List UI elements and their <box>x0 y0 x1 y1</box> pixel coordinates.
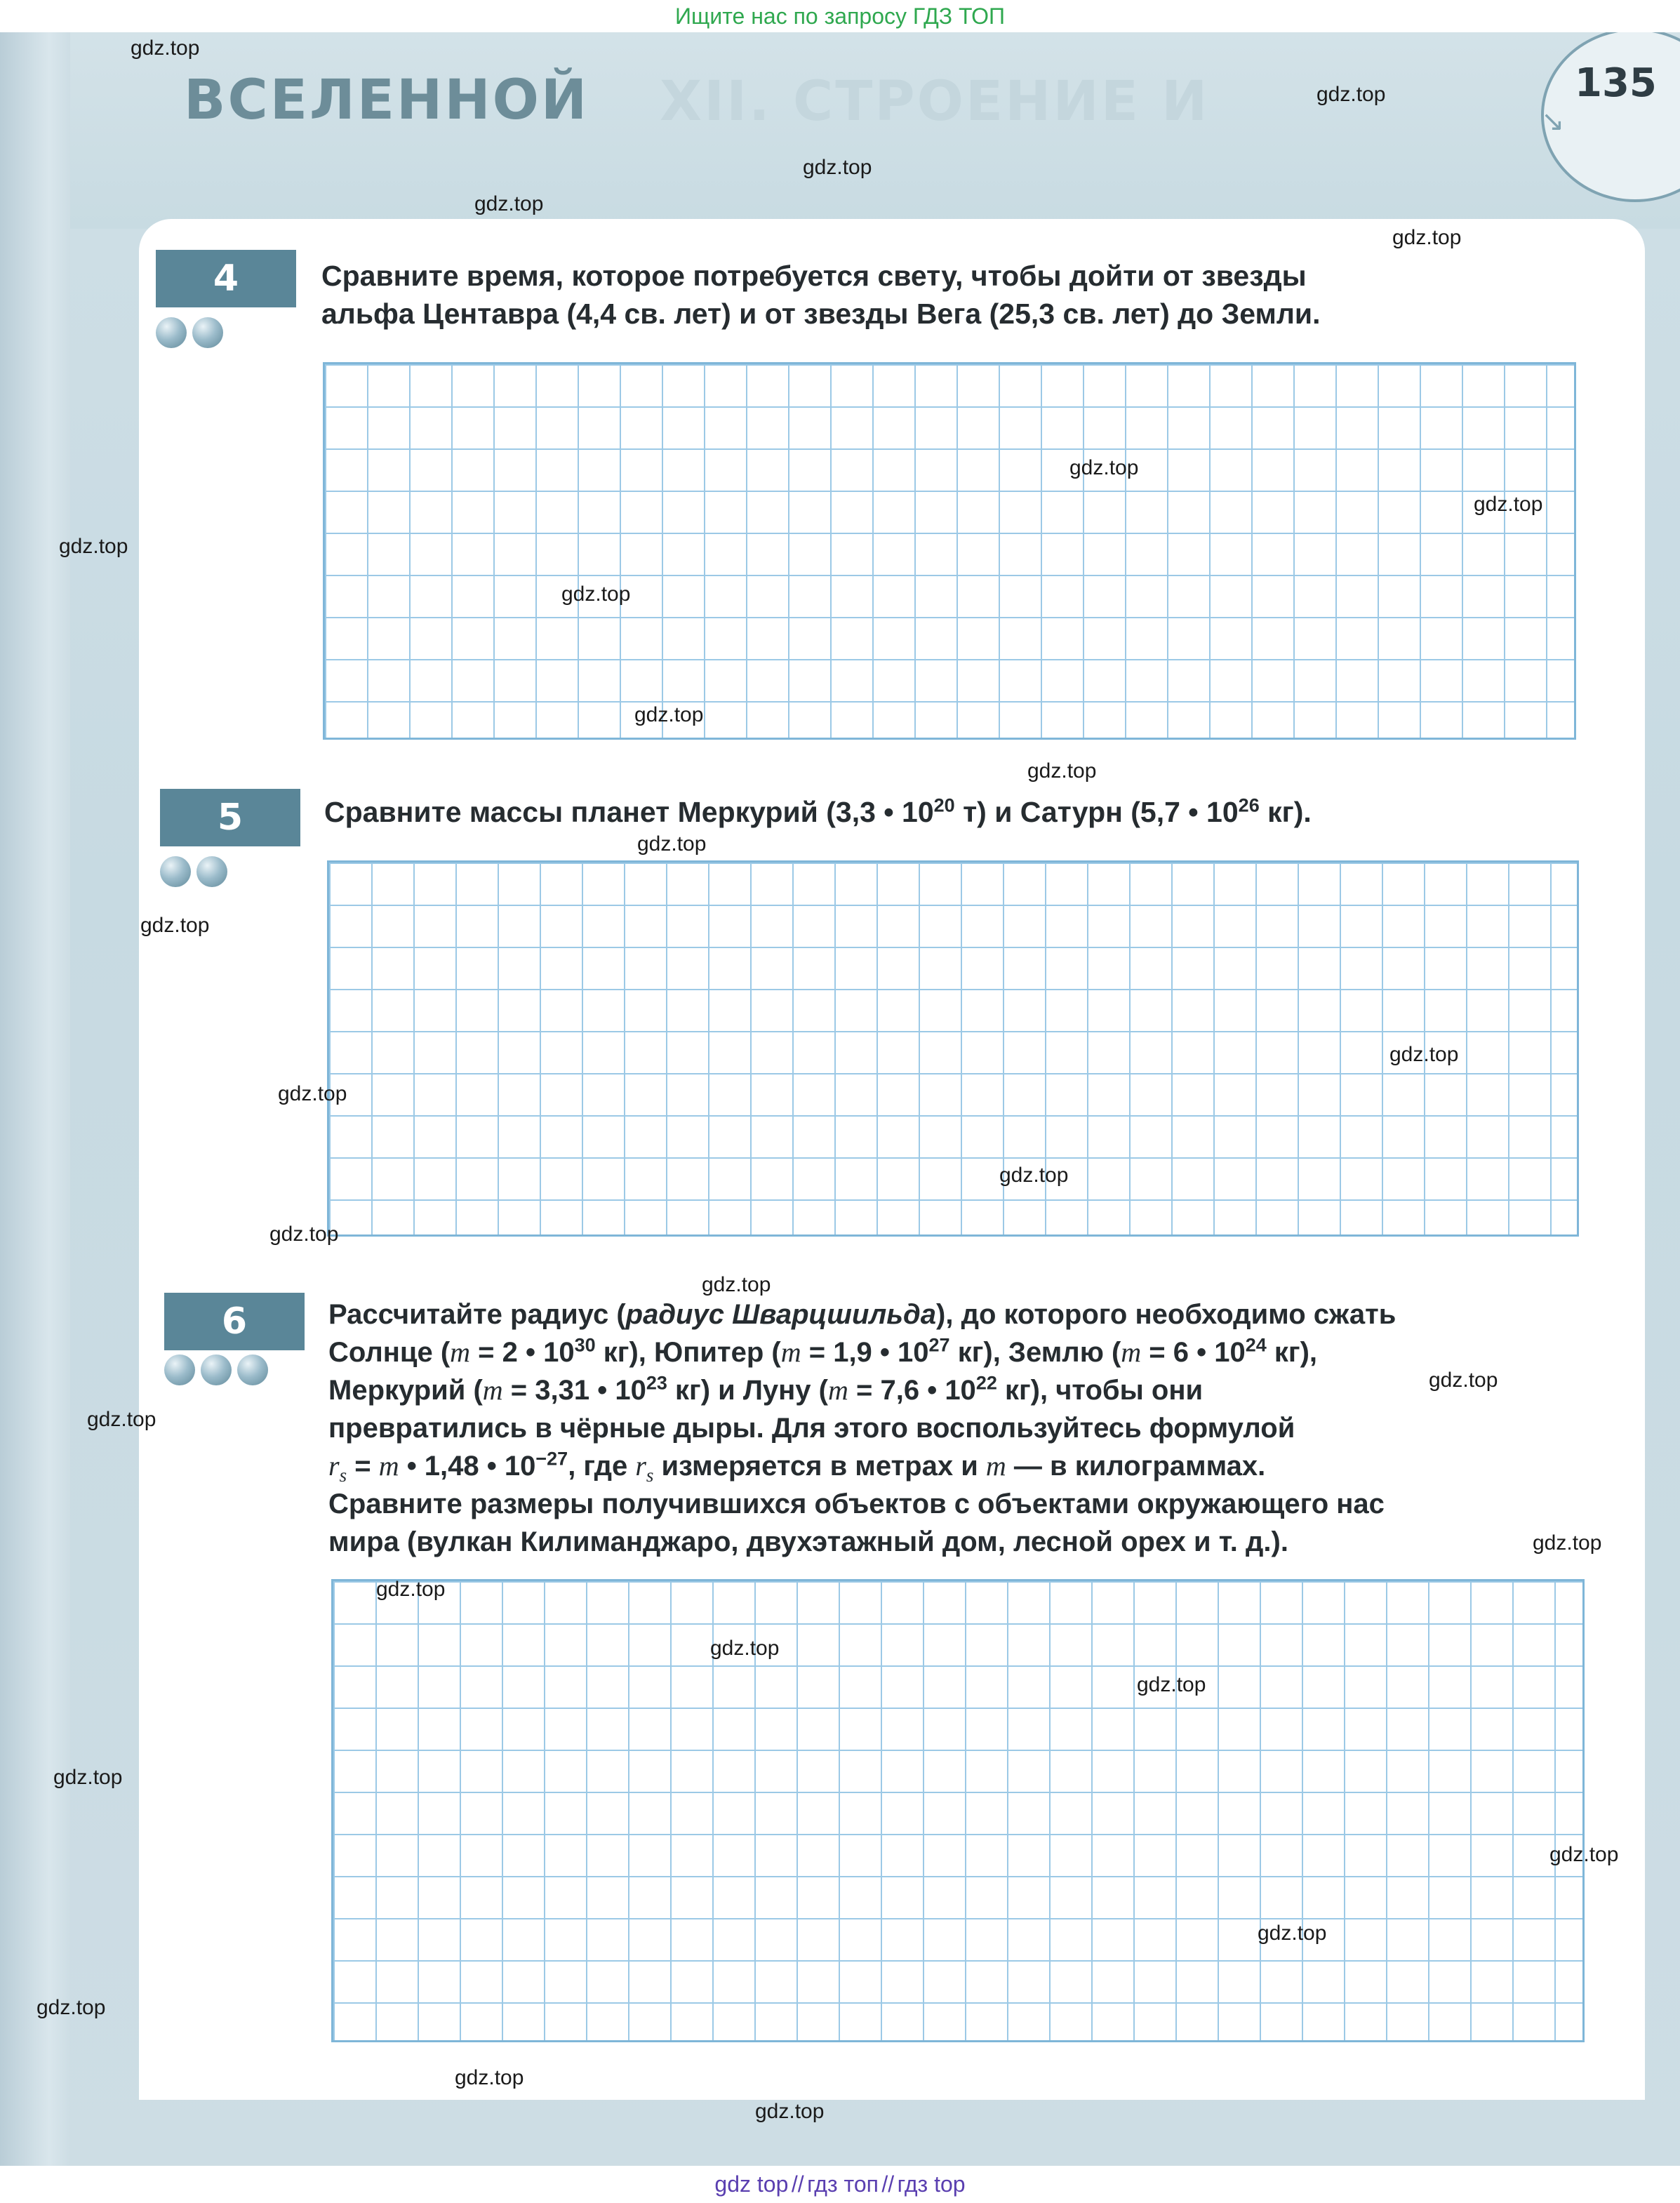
watermark: gdz.top <box>455 2066 524 2089</box>
watermark: gdz.top <box>1389 1043 1459 1066</box>
watermark: gdz.top <box>1027 759 1097 783</box>
watermark: gdz.top <box>1258 1922 1327 1945</box>
task-6-answer-grid[interactable] <box>331 1579 1585 2042</box>
difficulty-dot <box>160 856 191 887</box>
watermark: gdz.top <box>1137 1673 1206 1696</box>
task-4-text <box>321 257 1321 333</box>
task-6-line: мира (вулкан Килиманджаро, двухэтажный дом, лесной орех и т. д.). <box>328 1526 1288 1557</box>
task-number-badge: 4 <box>156 250 296 307</box>
task-4-line: альфа Центавра (4,4 св. лет) и от звезды Вега (25,3 св. лет) до Земли. <box>321 298 1321 330</box>
watermark: gdz.top <box>1316 83 1386 106</box>
task-number-badge: 6 <box>164 1293 305 1350</box>
task-4-line: Сравните время, которое потребуется свету, чтобы дойти от звезды <box>321 260 1307 292</box>
task-6-line: превратились в чёрные дыры. Для этого воспользуйтесь формулой <box>328 1413 1295 1444</box>
task-number-badge: 5 <box>160 789 300 846</box>
watermark: gdz.top <box>131 36 200 60</box>
footer-separator: // <box>881 2171 895 2197</box>
watermark: gdz.top <box>702 1273 771 1296</box>
difficulty-dot <box>164 1355 195 1385</box>
search-banner: Ищите нас по запросу ГДЗ ТОП <box>0 0 1680 32</box>
task-5-text: Сравните массы планет Меркурий (3,3 • $10^{20}$ т) и Сатурн (5,7 • $10^{26}$ кг). <box>324 794 1312 828</box>
watermark: gdz.top <box>36 1996 106 2019</box>
watermark: gdz.top <box>634 703 704 726</box>
difficulty-dot <box>156 317 187 348</box>
watermark: gdz.top <box>376 1578 446 1601</box>
footer-link[interactable]: гдз top <box>897 2171 966 2197</box>
difficulty-dot <box>196 856 227 887</box>
task-6-line: Сравните размеры получившихся объектов с объектами окружающего нас <box>328 1489 1385 1519</box>
watermark: gdz.top <box>803 156 872 179</box>
watermark: gdz.top <box>474 192 544 215</box>
difficulty-indicator <box>156 317 223 348</box>
watermark: gdz.top <box>1474 493 1543 516</box>
watermark: gdz.top <box>755 2100 825 2123</box>
difficulty-indicator <box>160 856 227 887</box>
task-6-text <box>328 1296 1396 1561</box>
watermark: gdz.top <box>1429 1369 1498 1392</box>
watermark: gdz.top <box>561 583 631 606</box>
chapter-title: ВСЕЛЕННОЙ <box>184 69 589 132</box>
watermark: gdz.top <box>710 1637 780 1660</box>
footer-link[interactable]: gdz top <box>714 2171 789 2197</box>
difficulty-dot <box>237 1355 268 1385</box>
watermark: gdz.top <box>1392 226 1462 249</box>
watermark: gdz.top <box>1069 456 1139 479</box>
footer-links <box>0 2166 1680 2203</box>
chapter-title-faded: XII. СТРОЕНИЕ И <box>660 70 1210 133</box>
watermark: gdz.top <box>999 1164 1069 1187</box>
task-4-answer-grid[interactable] <box>323 362 1576 740</box>
page-turn-arrow-icon: ↘ <box>1541 106 1565 137</box>
page-number: 135 <box>1575 60 1657 106</box>
task-6-line: Солнце (m = 2 • $10^{30}$ кг), Юпитер (m = 1,9 • $10^{27}$ кг), Землю (m = 6 • $10^{24}$ кг), <box>328 1334 1318 1368</box>
watermark: gdz.top <box>87 1408 156 1431</box>
difficulty-dot <box>201 1355 232 1385</box>
task-6-line: Рассчитайте радиус (радиус Шварцшильда), до которого необходимо сжать <box>328 1299 1396 1330</box>
watermark: gdz.top <box>140 914 210 937</box>
watermark: gdz.top <box>1549 1843 1619 1866</box>
task-6-line: $r_s = m$ • 1,48 • $10^{-27}$, где $r_s$ измеряется в метрах и m — в килограммах. <box>328 1448 1266 1486</box>
footer-separator: // <box>791 2171 804 2197</box>
watermark: gdz.top <box>278 1082 347 1105</box>
watermark: gdz.top <box>637 832 707 856</box>
task-6-line: Меркурий (m = 3,31 • $10^{23}$ кг) и Луну (m = 7,6 • $10^{22}$ кг), чтобы они <box>328 1372 1204 1406</box>
difficulty-indicator <box>164 1355 268 1385</box>
watermark: gdz.top <box>269 1223 339 1246</box>
watermark: gdz.top <box>53 1766 123 1789</box>
watermark: gdz.top <box>1533 1531 1602 1555</box>
book-spine <box>0 32 70 2166</box>
difficulty-dot <box>192 317 223 348</box>
watermark: gdz.top <box>59 535 128 558</box>
footer-link[interactable]: гдз топ <box>807 2171 879 2197</box>
